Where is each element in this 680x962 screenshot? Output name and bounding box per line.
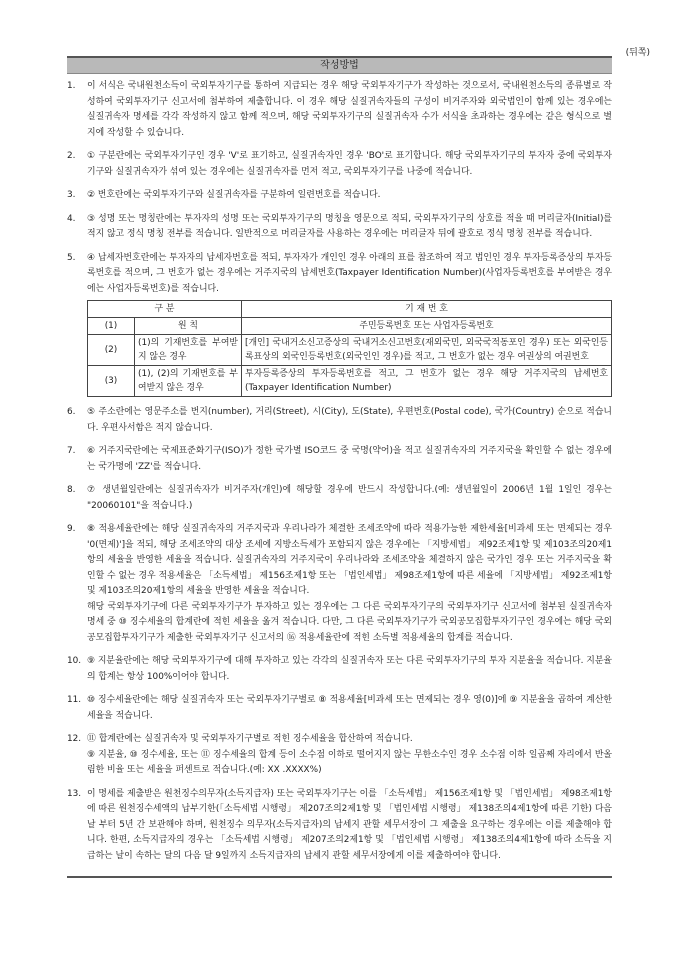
item-number: 10. (67, 656, 82, 666)
row-kind: (1), (2)의 기재번호를 부여받지 않은 경우 (135, 366, 242, 397)
row-desc: [개인] 국내거소신고증상의 국내거소신고번호(재외국민, 외국국적동포인 경우) 또는 외국인등록표상의 외국인등록번호(외국인인 경우)를 적고, 그 번호가 없는 경우 여권상의 여권번호 (242, 335, 612, 366)
item-number: 7. (67, 446, 76, 456)
table-header-row (88, 301, 612, 318)
instruction-item (67, 149, 612, 180)
instruction-item (67, 444, 612, 475)
instruction-list (67, 74, 612, 864)
item-number: 2. (67, 151, 76, 161)
item-body (87, 251, 612, 398)
table-row (88, 335, 612, 366)
item-text: ② 번호란에는 국외투자기구와 실질귀속자를 구분하여 일련번호를 적습니다. (87, 190, 381, 200)
item-text: ⑨ 지분율란에는 해당 국외투자기구에 대해 투자하고 있는 각각의 실질귀속자 또는 다른 국외투자기구의 투자 지분율을 적습니다. 지분율의 합계는 항상 100%이어야 합니다. (87, 656, 612, 682)
instructions-frame (67, 56, 612, 878)
instruction-item (67, 79, 612, 141)
row-no: (1) (88, 318, 135, 335)
taxpayer-number-table (87, 300, 612, 397)
item-text: ① 구분란에는 국외투자기구인 경우 'V'로 표기하고, 실질귀속자인 경우 'BO'로 표기합니다. 해당 국외투자기구의 투자자 중에 국외투자기구와 실질귀속자가 섞여 있는 경우에는 실질귀속자를 먼저 적고, 국외투자기구를 나중에 적습니다. (87, 151, 612, 177)
item-number: 6. (67, 407, 76, 417)
item-text: ⑪ 합계란에는 실질귀속자 및 국외투자기구별로 적힌 징수세율을 합산하여 적습니다. (87, 734, 413, 744)
instruction-item (67, 251, 612, 398)
row-kind: (1)의 기재번호를 부여받지 않은 경우 (135, 335, 242, 366)
back-page-label: (뒤쪽) (625, 48, 650, 58)
item-text: 이 명세를 제출받은 원천징수의무자(소득지급자) 또는 국외투자기구는 이를 「소득세법」 제156조제1항 및 「법인세법」 제98조제1항에 따른 원천징수세액의 납부기한(「소득세법 시행령」 제207조의2제1항 및 「법인세법 시행령」 제138조의4제1항에 따른 기한) 다음 날 부터 5년 간 보관해야 하며, 원천징수 의무자(소득지급자)의 납세지 관할 세무서장이 그 제출을 요구하는 경우에는 이를 제출해야 합니다. 한편, 소득지급자의 경우는 「소득세법 시행령」 제207조의2제1항 및 「법인세법 시행령」 제138조의4제1항에 따라 소득을 지급하는 날이 속하는 달의 다음 달 9일까지 소득지급자의 납세지 관할 세무서장에게 이를 제출하여야 합니다. (87, 788, 612, 861)
item-body (87, 732, 612, 779)
item-number: 9. (67, 524, 76, 534)
item-number: 5. (67, 252, 76, 263)
instruction-item (67, 693, 612, 724)
table-header-number: 기 재 번 호 (242, 301, 612, 318)
item-number: 11. (67, 695, 82, 705)
table-row (88, 318, 612, 335)
item-body (87, 522, 612, 646)
item-text: ⑦ 생년월일란에는 실질귀속자가 비거주자(개인)에 해당할 경우에 반드시 작성합니다.(예: 생년월일이 2006년 1월 1일인 경우는 "20060101"을 적습니다.) (87, 485, 612, 511)
section-title: 작성방법 (67, 58, 612, 74)
instruction-item (67, 787, 612, 865)
instruction-item (67, 188, 612, 204)
item-number: 12. (67, 734, 82, 744)
row-no: (3) (88, 366, 135, 397)
item-number: 1. (67, 81, 76, 91)
table-header-kind: 구 분 (88, 301, 242, 318)
instruction-item (67, 732, 612, 779)
row-kind: 원 칙 (135, 318, 242, 335)
row-desc: 주민등록번호 또는 사업자등록번호 (242, 318, 612, 335)
item-number: 13. (67, 788, 82, 799)
item-text: ⑩ 징수세율란에는 해당 실질귀속자 또는 국외투자기구별로 ⑧ 적용세율[비과세 또는 면제되는 경우 영(0)]에 ⑨ 지분율을 곱하여 계산한 세율을 적습니다. (87, 695, 612, 721)
item-text: ③ 성명 또는 명칭란에는 투자자의 성명 또는 국외투자기구의 명칭을 영문으로 적되, 국외투자기구의 상호를 적을 때 머리글자(Initial)를 적지 않고 정식 명칭 전부를 적습니다. 일반적으로 머리글자를 사용하는 경우에는 머리글자 뒤에 괄호로 정식 명칭 전부를 적습니다. (87, 213, 612, 239)
item-text: ⑧ 적용세율란에는 해당 실질귀속자의 거주지국과 우리나라가 체결한 조세조약에 따라 적용가능한 제한세율[비과세 또는 면제되는 경우 '0(면제)']을 적되, 해당 조세조약의 대상 조세에 지방소득세가 포함되지 않은 경우에는 「지방세법」 제92조제1항 및 제103조의20제1항의 세율을 반영한 세율을 적습니다. 실질귀속자의 거주지국이 우리나라와 조세조약을 체결하지 않은 국가인 경우 또는 거주지국을 확인할 수 없는 경우 적용세율은 「소득세법」 제156조제1항 또는 「법인세법」 제98조제1항에 따른 세율에 「지방세법」 제92조제1항 및 제103조의20제1항의 세율을 반영한 세율을 적습니다. (87, 524, 612, 596)
item-text: 이 서식은 국내원천소득이 국외투자기구를 통하여 지급되는 경우 해당 국외투자기구가 작성하는 것으로서, 국내원천소득의 종류별로 작성하여 국외투자기구 신고서에 첨부하여 제출합니다. 이 경우 해당 실질귀속자들의 구성이 비거주자와 외국법인이 함께 있는 경우에는 실질귀속자 명세를 각각 작성하지 않고 함께 적으며, 해당 국외투자기구의 실질귀속자 수가 서식을 초과하는 경우에는 같은 형식으로 별지에 작성할 수 있습니다. (87, 81, 612, 138)
item-number: 3. (67, 190, 76, 200)
item-number: 4. (67, 213, 76, 224)
item-subtext: ⑨ 지분율, ⑩ 징수세율, 또는 ⑪ 징수세율의 합계 등이 소수점 이하로 떨어지지 않는 무한소수인 경우 소수점 이하 일곱째 자리에서 반올림한 비율 또는 세율을 퍼센트로 적습니다.(예: XX .XXXX%) (87, 749, 612, 775)
item-text: ⑤ 주소란에는 영문주소를 번지(number), 거리(Street), 시(City), 도(State), 우편번호(Postal code), 국가(Country) 순으로 적습니다. 우편사서함은 적지 않습니다. (87, 407, 612, 433)
instruction-item (67, 483, 612, 514)
instruction-item (67, 212, 612, 243)
row-desc: 투자등록증상의 투자등록번호를 적고, 그 번호가 없는 경우 해당 거주지국의 납세번호(Taxpayer Identification Number) (242, 366, 612, 397)
item-subtext: 해당 국외투자기구에 다른 국외투자기구가 투자하고 있는 경우에는 그 다른 국외투자기구의 국외투자기구 신고서에 첨부된 실질귀속자 명세 중 ⑩ 징수세율의 합계란에 적힌 세율을 옮겨 적습니다. 다만, 그 다른 국외투자기구가 국외공모집합투자기구인 경우에는 해당 국외공모집합투자기구가 제출한 국외투자기구 신고서의 ⑯ 적용세율란에 적힌 소득별 적용세율의 합계를 적습니다. (87, 601, 612, 643)
item-number: 8. (67, 485, 76, 495)
instruction-item (67, 405, 612, 436)
instruction-item (67, 654, 612, 685)
instruction-item (67, 522, 612, 646)
item-text: ④ 납세자번호란에는 투자자의 납세자번호를 적되, 투자자가 개인인 경우 아래의 표를 참조하여 적고 법인인 경우 투자등록증상의 투자등록번호를 적으며, 그 번호가 없는 경우에는 거주지국의 납세번호(Taxpayer Identification Number)(사업자등록번호를 부여받은 경우에는 사업자등록번호)를 적습니다. (87, 252, 612, 294)
item-text: ⑥ 거주지국란에는 국제표준화기구(ISO)가 정한 국가별 ISO코드 중 국명(약어)을 적고 실질귀속자의 거주지국을 확인할 수 없는 경우에는 국가명에 'ZZ'를 적습니다. (87, 446, 612, 472)
table-row (88, 366, 612, 397)
row-no: (2) (88, 335, 135, 366)
